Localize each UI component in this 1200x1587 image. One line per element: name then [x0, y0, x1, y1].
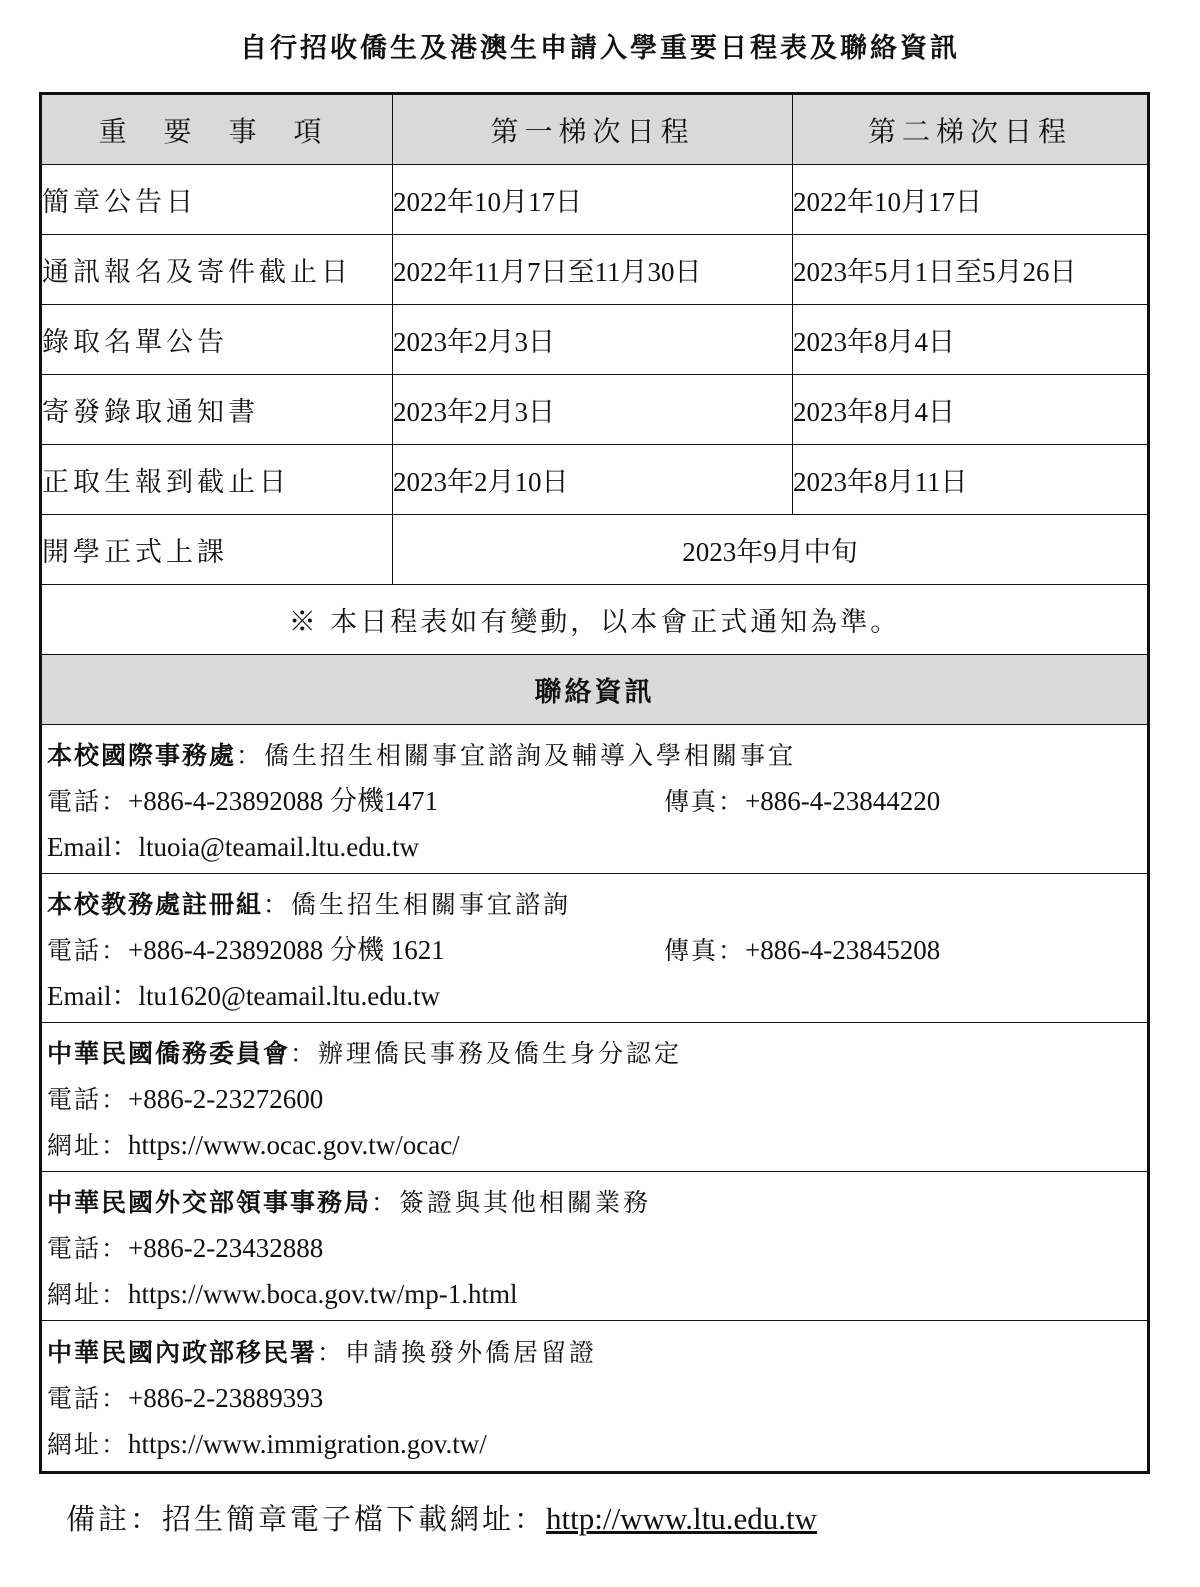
email-address[interactable]: ltu1620@teamail.ltu.edu.tw: [138, 981, 441, 1011]
second-round-date: 2022年10月17日: [793, 165, 1149, 235]
phone-label: 電話：: [47, 787, 129, 816]
first-round-date: 2023年2月3日: [393, 305, 793, 375]
fax-number: +886-4-23845208: [745, 935, 941, 965]
schedule-table: [39, 92, 1150, 1474]
header-second-round: 第二梯次日程: [793, 94, 1149, 165]
table-row: [41, 305, 1149, 375]
page-title: 自行招收僑生及港澳生申請入學重要日程表及聯絡資訊: [240, 33, 960, 64]
website-link[interactable]: https://www.boca.gov.tw/mp-1.html: [128, 1279, 518, 1309]
table-row: [41, 375, 1149, 445]
phone-label: 電話：: [47, 1085, 129, 1114]
email-label: Email：: [47, 832, 139, 862]
first-round-date: 2022年10月17日: [393, 165, 793, 235]
contact-desc: ：僑生招生相關事宜諮詢及輔導入學相關事宜: [236, 741, 797, 770]
phone-number: +886-4-23892088 分機1471: [128, 786, 438, 816]
fax-label: 傳真：: [664, 936, 746, 965]
table-row: [41, 235, 1149, 305]
table-row: [41, 515, 1149, 585]
phone-label: 電話：: [47, 1234, 129, 1263]
schedule-header-row: [41, 94, 1149, 165]
table-row: [41, 165, 1149, 235]
schedule-note-row: [41, 585, 1149, 655]
phone-label: 電話：: [47, 936, 129, 965]
fax-number: +886-4-23844220: [745, 786, 941, 816]
website-link[interactable]: https://www.ocac.gov.tw/ocac/: [128, 1130, 460, 1160]
header-item: 重 要 事 項: [41, 94, 393, 165]
schedule-note: ※ 本日程表如有變動，以本會正式通知為準。: [41, 585, 1149, 655]
contact-org: 本校國際事務處: [47, 741, 237, 770]
contact-header-row: [41, 655, 1149, 725]
first-round-date: 2023年2月3日: [393, 375, 793, 445]
contact-row: [41, 1321, 1149, 1473]
website-link[interactable]: https://www.immigration.gov.tw/: [128, 1429, 487, 1459]
website-label: 網址：: [47, 1430, 129, 1459]
fax-label: 傳真：: [664, 787, 746, 816]
phone-label: 電話：: [47, 1384, 129, 1413]
download-link[interactable]: http://www.ltu.edu.tw: [546, 1501, 817, 1536]
website-label: 網址：: [47, 1280, 129, 1309]
contact-org: 中華民國內政部移民署: [47, 1338, 318, 1367]
schedule-item: 寄發錄取通知書: [41, 375, 393, 445]
contact-desc: ：僑生招生相關事宜諮詢: [263, 890, 572, 919]
contact-row: [41, 1172, 1149, 1321]
table-row: [41, 445, 1149, 515]
schedule-item: 正取生報到截止日: [41, 445, 393, 515]
semester-start-date: 2023年9月中旬: [393, 515, 1149, 585]
email-address[interactable]: ltuoia@teamail.ltu.edu.tw: [138, 832, 420, 862]
contact-header: 聯絡資訊: [41, 655, 1149, 725]
first-round-date: 2023年2月10日: [393, 445, 793, 515]
second-round-date: 2023年8月4日: [793, 375, 1149, 445]
second-round-date: 2023年5月1日至5月26日: [793, 235, 1149, 305]
phone-number: +886-4-23892088 分機 1621: [128, 935, 445, 965]
contact-row: [41, 725, 1149, 874]
contact-org: 中華民國僑務委員會: [47, 1039, 291, 1068]
phone-number: +886-2-23432888: [128, 1233, 324, 1263]
schedule-item: 簡章公告日: [41, 165, 393, 235]
phone-number: +886-2-23889393: [128, 1383, 324, 1413]
footer-label: 備註：招生簡章電子檔下載網址：: [66, 1502, 547, 1536]
header-first-round: 第一梯次日程: [393, 94, 793, 165]
phone-number: +886-2-23272600: [128, 1084, 324, 1114]
email-label: Email：: [47, 981, 139, 1011]
first-round-date: 2022年11月7日至11月30日: [393, 235, 793, 305]
website-label: 網址：: [47, 1131, 129, 1160]
contact-org: 本校教務處註冊組: [47, 890, 264, 919]
second-round-date: 2023年8月11日: [793, 445, 1149, 515]
contact-desc: ：申請換發外僑居留證: [317, 1338, 598, 1367]
schedule-item: 開學正式上課: [41, 515, 393, 585]
schedule-item: 錄取名單公告: [41, 305, 393, 375]
schedule-item: 通訊報名及寄件截止日: [41, 235, 393, 305]
contact-row: [41, 1023, 1149, 1172]
contact-org: 中華民國外交部領事事務局: [47, 1188, 372, 1217]
footer-note: [66, 1497, 817, 1538]
contact-row: [41, 874, 1149, 1023]
contact-desc: ：簽證與其他相關業務: [371, 1188, 652, 1217]
second-round-date: 2023年8月4日: [793, 305, 1149, 375]
contact-desc: ：辦理僑民事務及僑生身分認定: [290, 1039, 683, 1068]
